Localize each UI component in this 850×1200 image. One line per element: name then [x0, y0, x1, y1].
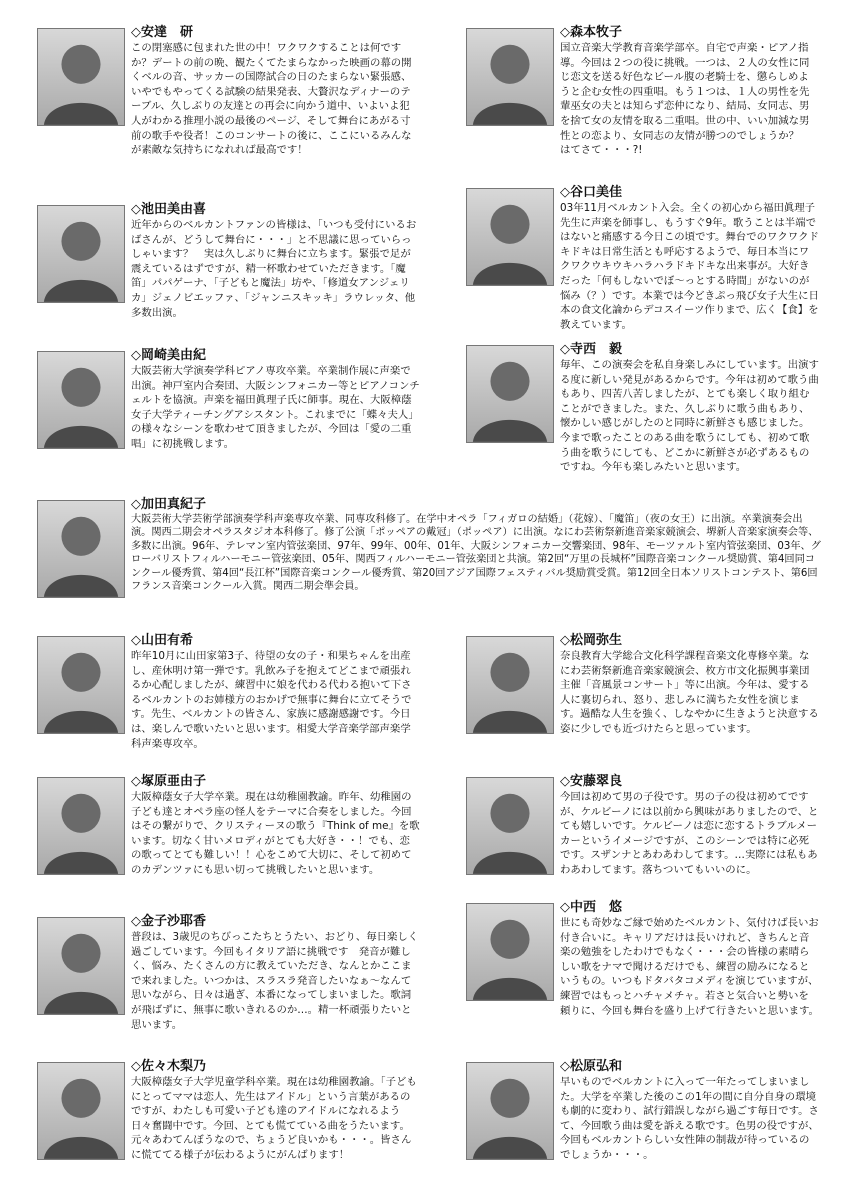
portrait-photo	[37, 205, 125, 303]
profile-bio: 大阪芸術大学芸術学部演奏学科声楽専攻卒業、同専攻科修了。在学中オペラ「フィガロの結婚」（花嫁）、「魔笛」（夜の女王）に出演。卒業演奏会出演。関西二期会オペラスタジオ本科修了。修了公演「ポッペアの戴冠」（ポッペア）に出演。なにわ芸術祭新進音楽家競演会、堺新人音楽家演奏会等、多数に出演。96年、テレマン室内管弦楽団、97年、99年、00年、01年、大阪シンフォニカー交響楽団、98年、モーツァルト室内管弦楽団、03年、グローバリストフィルハーモニー管弦楽団、05年、関西フィルハーモニー管弦楽団と共演。第2回“万里の長城杯”国際音楽コンクール奨励賞、第4回同コンクール優秀賞、第4回“長江杯”国際音楽コンクール優秀賞、第20回アジア国際フェスティバル奨励賞受賞。第12回全日本ソリストコンテスト、第6回フランス音楽コンクール入賞。関西二期会準会員。	[131, 514, 821, 593]
profile-card-matsuoka	[466, 633, 821, 766]
portrait-photo	[37, 28, 125, 126]
profile-name: ◇金子沙耶香	[131, 914, 206, 929]
profile-bio: 今回は初めて男の子役です。男の子の役は初めてですが、ケルビーノには以前から興味がありましたので、とても嬉しいです。ケルビーノは恋に恋するトラブルメーカーというイメージですが、このシーンでは特に必死です。スザンナとあわあわしてます。…実際には私もあわあわしてます。落ちついてもいいのに。	[560, 791, 819, 876]
profile-card-morimoto	[466, 25, 821, 178]
portrait-photo	[466, 636, 554, 734]
profile-bio: 大阪芸術大学演奏学科ピアノ専攻卒業。卒業制作展に声楽で出演。神戸室内合奏団、大阪シンフォニカー等とピアノコンチェルトを協演。声楽を福田眞理子氏に師事。現在、大阪樟蔭女子大学ティーチングアシスタント。これまでに「蝶々夫人」の様々なシーンを歌わせて頂きましたが、今回は「愛の二重唱」に初挑戦します。	[131, 365, 420, 450]
profile-card-teranishi	[466, 342, 821, 490]
profile-name: ◇池田美由喜	[131, 202, 206, 217]
portrait-photo	[37, 500, 125, 598]
profile-card-ikeda	[37, 202, 422, 345]
profile-bio: 大阪樟蔭女子大学卒業。現在は幼稚園教諭。昨年、幼稚園の子ども達とオペラ座の怪人をテーマに合奏をしました。今回はその繋がりで、クリスティーヌの歌う『Think of me』を歌います。切なく甘いメロディがとても大好き・・！でも、恋の歌ってとても難しい！！心をこめて大切に、そして初めてのカデンツァにも思い切って挑戦したいと思います。	[131, 791, 420, 876]
profile-card-taniguchi	[466, 185, 821, 353]
profile-name: ◇松岡弥生	[560, 633, 622, 648]
profile-name: ◇安達 研	[131, 25, 193, 40]
portrait-photo	[37, 777, 125, 875]
profile-card-kada	[37, 497, 822, 615]
profile-card-yamada	[37, 633, 422, 766]
portrait-photo	[466, 777, 554, 875]
profile-name: ◇加田真紀子	[131, 497, 206, 512]
profile-bio: 03年11月ベルカント入会。全くの初心から福田眞理子先生に声楽を師事し、もうすぐ9年。歌うことは半端ではないと痛感する今日この頃です。舞台でのワクワクドキドキは日常生活とも呼応するようで、毎日本当にワクワクウキウキハラハラドキドキな出来事が。大好きだった「何もしないでぼ〜っとする時間」がないのが悩み（？）です。本業では今どきぷっ飛び女子大生に日本の食文化論からデコスイーツ作りまで、広く【食】を教えています。	[560, 202, 819, 331]
profile-bio: 近年からのベルカントファンの皆様は、「いつも受付にいるおばさんが、どうして舞台に・・・」と不思議に思っていらっしゃいます？ 実は久しぶりに舞台に立ちます。緊張で足が震えているはずですが、精一杯歌わせていただきます。「魔笛」パパゲーナ、「子どもと魔法」坊や、「修道女アンジェリカ」ジェノビエッファ、「ジャンニスキッキ」ラウレッタ、他多数出演。	[131, 219, 417, 319]
profile-name: ◇岡崎美由紀	[131, 348, 206, 363]
profile-card-matsubara	[466, 1059, 821, 1182]
profile-card-okazaki	[37, 348, 422, 486]
profile-name: ◇安藤翠良	[560, 774, 622, 789]
profile-bio: 世にも奇妙なご縁で始めたベルカント、気付けば長いお付き合いに。キャリアだけは長いけれど、きちんと音楽の勉強をしたわけでもなく・・・会の皆様の素晴らしい歌をナマで聞けるだけでも、練習の励みになるというもの。いつもドタバタコメディを演じていますが、練習ではもっとハチャメチャ。若さと気合いと勢いを頼りに、今回も舞台を盛り上げて行きたいと思います。	[560, 917, 819, 1017]
profile-bio: 国立音楽大学教育音楽学部卒。自宅で声楽・ピアノ指導。今回は２つの役に挑戦。一つは、２人の女性に同じ恋文を送る好色なビール腹の老騎士を、懲らしめようと企む女性の四重唱。もう１つは、１人の男性を先輩巫女の夫とは知らず恋仲になり、結局、女同志、男を捨て女の友情を取る二重唱。世の中、いい加減な男性との恋より、女同志の友情が勝つのでしょうか？ はてさて・・・?!	[560, 42, 810, 157]
profile-card-nakanishi	[466, 900, 821, 1048]
portrait-photo	[37, 636, 125, 734]
profile-bio: 奈良教育大学総合文化科学課程音楽文化専修卒業。なにわ芸術祭新進音楽家競演会、枚方市文化振興事業団主催「音風景コンサート」等に出演。今年は、愛する人に裏切られ、怒り、悲しみに満ちた女性を演じます。過酷な人生を強く、しなやかに生きようと決意する姿に少しでも近づけたらと思っています。	[560, 650, 819, 735]
profile-card-tsukahara	[37, 774, 422, 902]
profile-card-ando	[466, 774, 821, 892]
profile-name: ◇寺西 毅	[560, 342, 622, 357]
profile-name: ◇塚原亜由子	[131, 774, 206, 789]
profile-name: ◇谷口美佳	[560, 185, 622, 200]
portrait-photo	[466, 28, 554, 126]
portrait-photo	[466, 188, 554, 286]
portrait-photo	[466, 345, 554, 443]
profile-name: ◇松原弘和	[560, 1059, 622, 1074]
portrait-photo	[37, 917, 125, 1015]
portrait-photo	[466, 1062, 554, 1160]
profile-bio: 昨年10月に山田家第3子、待望の女の子・和果ちゃんを出産し、産休明け第一弾です。乳飲み子を抱えてどこまで頑張れるか心配しましたが、練習中に娘を代わる代わる抱いて下さるベルカントのお姉様方のおかげで無事に舞台に立てそうです。先生、ベルカントの皆さん、家族に感謝感謝です。今日は、楽しんで歌いたいと思います。相愛大学音楽学部声楽学科声楽専攻卒。	[131, 650, 412, 750]
profile-name: ◇中西 悠	[560, 900, 622, 915]
portrait-photo	[466, 903, 554, 1001]
profile-bio: 大阪樟蔭女子大学児童学科卒業。現在は幼稚園教諭。「子どもにとってママは恋人、先生はアイドル」という言葉があるのですが、わたしも可愛い子ども達のアイドルになれるよう日々奮闘中です。今回、とても慌てている曲をうたいます。元々あわてんぼうなので、ちょうど良いかも・・・。皆さんに慌ててる様子が伝わるようにがんばります！	[131, 1076, 417, 1161]
profile-card-kaneko	[37, 914, 422, 1047]
profile-bio: 早いものでベルカントに入って一年たってしまいました。大学を卒業した後のこの1年の間に自分自身の環境も劇的に変わり、試行錯誤しながら過ごす毎日です。さて、今回歌う曲は愛を訴える歌です。色男の役ですが、今回もベルカントらしい女性陣の制裁が待っているのでしょうか・・・。	[560, 1076, 819, 1161]
profile-card-adachi	[37, 25, 422, 193]
profile-bio: この閉塞感に包まれた世の中！ワクワクすることは何ですか？デートの前の晩、観たくてたまらなかった映画の幕の開くベルの音、サッカーの国際試合の日のたまらない緊張感、いやでもやってくる試験の結果発表、大贅沢なディナーのテーブル、久しぶりの友達との再会に向かう道中、いよいよ犯人がわかる推理小説の最後のページ、そして舞台にあがる寸前の歌手や役者！このコンサートの後に、ここにいるみんなが素敵な気持ちになれれば最高です！	[131, 42, 412, 157]
profile-name: ◇森本牧子	[560, 25, 622, 40]
profile-bio: 普段は、3歳児のちびっこたちとうたい、おどり、毎日楽しく過ごしています。今回もイタリア語に挑戦です 発音が難しく、悩み、たくさんの方に教えていただき、なんとかここまで来れました。いつかは、スラスラ発音したいなぁ〜なんて思いながら、日々は過ぎ、本番になってしまいました。歌詞が飛ばずに、無事に歌いきれるのか…。精一杯頑張りたいと思います。	[131, 931, 419, 1031]
profile-name: ◇佐々木梨乃	[131, 1059, 206, 1074]
profile-card-sasaki	[37, 1059, 422, 1192]
profile-bio: 毎年、この演奏会を私自身楽しみにしています。出演する度に新しい発見があるからです。今年は初めて歌う曲もあり、四苦八苦しましたが、とても楽しく取り組むことができました。また、久しぶりに歌う曲もあり、懐かしい感じがしたのと同時に新鮮さも感じました。今まで歌ったことのある曲を歌うにしても、初めて歌う曲を歌うにしても、どこかに新鮮さが必ずあるものですね。今年も楽しみたいと思います。	[560, 359, 819, 474]
portrait-photo	[37, 1062, 125, 1160]
portrait-photo	[37, 351, 125, 449]
profile-name: ◇山田有希	[131, 633, 193, 648]
